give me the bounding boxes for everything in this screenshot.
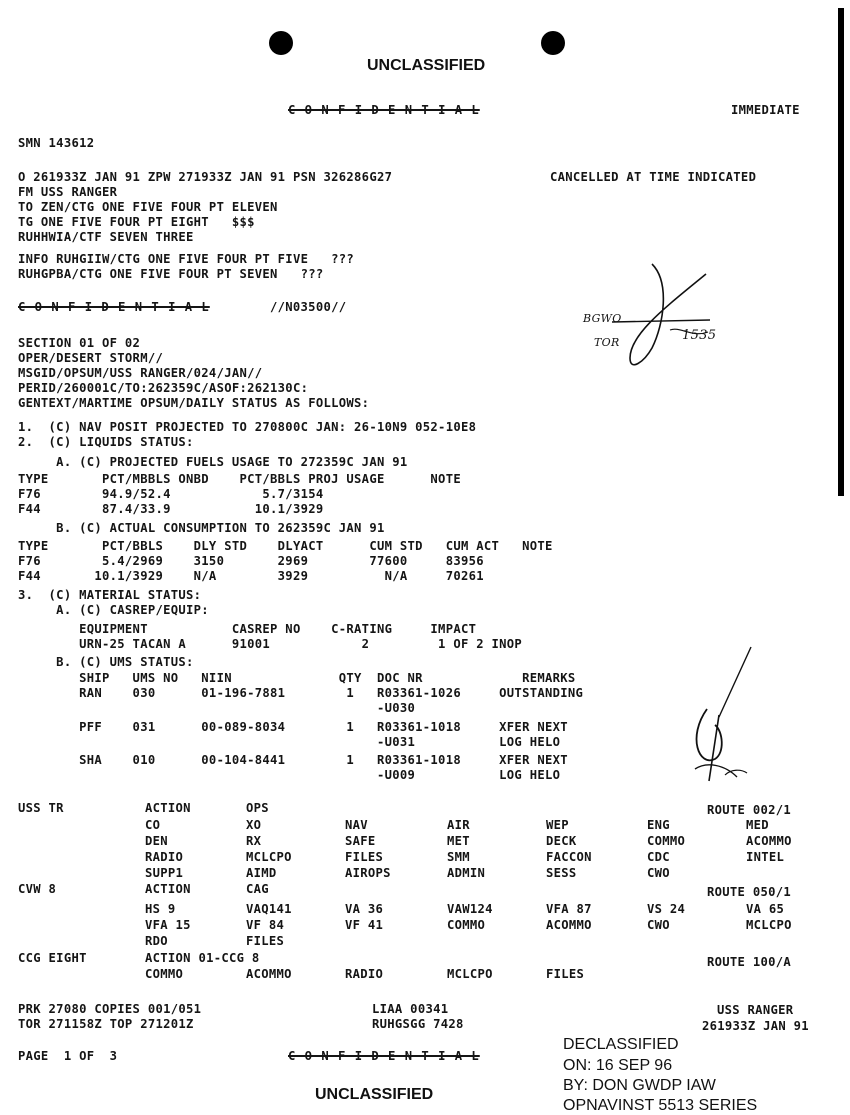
dist-cell: MCLCPO bbox=[746, 918, 792, 932]
dist-cell: DEN bbox=[145, 834, 168, 848]
body-line-10: F44 87.4/33.9 10.1/3929 bbox=[18, 502, 324, 516]
dist-cell: AIMD bbox=[246, 866, 277, 880]
footer-tor: TOR 271158Z TOP 271201Z bbox=[18, 1017, 194, 1031]
dist-cell: RADIO bbox=[145, 850, 184, 864]
body-line-11: B. (C) ACTUAL CONSUMPTION TO 262359C JAN 91 bbox=[18, 521, 385, 535]
body-line-12: TYPE PCT/BBLS DLY STD DLYACT CUM STD CUM ACT NOTE bbox=[18, 539, 553, 553]
dist-cell: DECK bbox=[546, 834, 577, 848]
body-line-18: URN-25 TACAN A 91001 2 1 OF 2 INOP bbox=[18, 637, 523, 651]
dist-cell: FILES bbox=[246, 934, 285, 948]
dist-cell: SUPP1 bbox=[145, 866, 184, 880]
dist-cell: ACTION bbox=[145, 801, 191, 815]
routing-line-7: RUHGPBA/CTG ONE FIVE FOUR PT SEVEN ??? bbox=[18, 267, 324, 281]
dist-cell: VF 41 bbox=[345, 918, 384, 932]
body-line-13: F76 5.4/2969 3150 2969 77600 83956 bbox=[18, 554, 484, 568]
handwritten-initials: BGWO bbox=[583, 312, 622, 325]
dist-cell: ACOMMO bbox=[546, 918, 592, 932]
dist-cell: COMMO bbox=[647, 834, 686, 848]
body-line-14: F44 10.1/3929 N/A 3929 N/A 70261 bbox=[18, 569, 484, 583]
dist-cell: AIR bbox=[447, 818, 470, 832]
body-line-9: F76 94.9/52.4 5.7/3154 bbox=[18, 487, 324, 501]
classification-top: UNCLASSIFIED bbox=[367, 57, 486, 74]
dist-cell: VS 24 bbox=[647, 902, 686, 916]
body-line-5: 1. (C) NAV POSIT PROJECTED TO 270800C JAN: 26-10N9 052-10E8 bbox=[18, 420, 477, 434]
body-line-21: RAN 030 01-196-7881 1 R03361-1026 OUTSTANDING bbox=[18, 686, 584, 700]
dist-route-ccg-eight: ROUTE 100/A bbox=[707, 955, 792, 969]
body-line-25: SHA 010 00-104-8441 1 R03361-1018 XFER NEXT bbox=[18, 753, 568, 767]
dist-cell: CDC bbox=[647, 850, 670, 864]
dist-route-uss-tr: ROUTE 002/1 bbox=[707, 803, 792, 817]
body-line-16: A. (C) CASREP/EQUIP: bbox=[18, 603, 209, 617]
dist-cell: ENG bbox=[647, 818, 670, 832]
confidential-stamp-top: C O N F I D E N T I A L bbox=[288, 103, 480, 117]
dist-cell: MCLCPO bbox=[447, 967, 493, 981]
dist-cell: HS 9 bbox=[145, 902, 176, 916]
precedence: IMMEDIATE bbox=[731, 103, 800, 117]
dist-cell: AIROPS bbox=[345, 866, 391, 880]
cancelled-note: CANCELLED AT TIME INDICATED bbox=[550, 170, 757, 184]
routing-line-3: TO ZEN/CTG ONE FIVE FOUR PT ELEVEN bbox=[18, 200, 278, 214]
declass-line-3: OPNAVINST 5513 SERIES bbox=[563, 1097, 758, 1114]
dist-cell: INTEL bbox=[746, 850, 785, 864]
dist-unit-uss-tr: USS TR bbox=[18, 801, 64, 815]
footer-prk: PRK 27080 COPIES 001/051 bbox=[18, 1002, 202, 1016]
handwritten-signature-right bbox=[685, 645, 775, 795]
dist-cell: VAW124 bbox=[447, 902, 493, 916]
body-line-26: -U009 LOG HELO bbox=[18, 768, 561, 782]
dist-cell: RADIO bbox=[345, 967, 384, 981]
dist-cell: FILES bbox=[345, 850, 384, 864]
body-line-0: SECTION 01 OF 02 bbox=[18, 336, 141, 350]
dist-cell: FILES bbox=[546, 967, 585, 981]
body-line-7: A. (C) PROJECTED FUELS USAGE TO 272359C JAN 91 bbox=[18, 455, 408, 469]
dist-cell: ACTION bbox=[145, 882, 191, 896]
dist-cell: XO bbox=[246, 818, 262, 832]
message-ref: //N03500// bbox=[270, 300, 347, 314]
dist-unit-ccg-eight: CCG EIGHT bbox=[18, 951, 87, 965]
classification-bottom: UNCLASSIFIED bbox=[315, 1086, 434, 1103]
dist-cell: CO bbox=[145, 818, 161, 832]
dist-cell: COMMO bbox=[145, 967, 184, 981]
body-line-6: 2. (C) LIQUIDS STATUS: bbox=[18, 435, 194, 449]
dist-cell: SAFE bbox=[345, 834, 376, 848]
dist-cell: FACCON bbox=[546, 850, 592, 864]
dist-cell: SESS bbox=[546, 866, 577, 880]
body-line-24: -U031 LOG HELO bbox=[18, 735, 561, 749]
handwritten-tor-label: TOR bbox=[594, 336, 620, 349]
dist-cell: COMMO bbox=[447, 918, 486, 932]
dist-cell: NAV bbox=[345, 818, 368, 832]
page-number: PAGE 1 OF 3 bbox=[18, 1049, 118, 1063]
declass-line-1: ON: 16 SEP 96 bbox=[563, 1057, 673, 1074]
handwritten-signature-top bbox=[612, 262, 732, 382]
dist-cell: VA 65 bbox=[746, 902, 785, 916]
handwritten-tor-time: 1535 bbox=[682, 328, 717, 343]
dist-cell: ADMIN bbox=[447, 866, 486, 880]
routing-line-5: RUHHWIA/CTF SEVEN THREE bbox=[18, 230, 194, 244]
dist-unit-cvw-8: CVW 8 bbox=[18, 882, 57, 896]
dist-cell: CWO bbox=[647, 918, 670, 932]
declass-line-0: DECLASSIFIED bbox=[563, 1036, 679, 1053]
body-line-2: MSGID/OPSUM/USS RANGER/024/JAN// bbox=[18, 366, 263, 380]
body-line-4: GENTEXT/MARTIME OPSUM/DAILY STATUS AS FOLLOWS: bbox=[18, 396, 370, 410]
footer-ruhg: RUHGSGG 7428 bbox=[372, 1017, 464, 1031]
dist-cell: VA 36 bbox=[345, 902, 384, 916]
dist-cell: VFA 87 bbox=[546, 902, 592, 916]
dist-cell: RDO bbox=[145, 934, 168, 948]
routing-line-0: SMN 143612 bbox=[18, 136, 95, 150]
dist-cell: ACOMMO bbox=[246, 967, 292, 981]
punch-hole-right bbox=[541, 31, 565, 55]
confidential-stamp-mid: C O N F I D E N T I A L bbox=[18, 300, 210, 314]
dist-cell: ACTION 01-CCG 8 bbox=[145, 951, 260, 965]
dist-cell: MED bbox=[746, 818, 769, 832]
dist-route-cvw-8: ROUTE 050/1 bbox=[707, 885, 792, 899]
body-line-17: EQUIPMENT CASREP NO C-RATING IMPACT bbox=[18, 622, 477, 636]
body-line-8: TYPE PCT/MBBLS ONBD PCT/BBLS PROJ USAGE NOTE bbox=[18, 472, 461, 486]
routing-line-1: O 261933Z JAN 91 ZPW 271933Z JAN 91 PSN 326286G27 bbox=[18, 170, 393, 184]
routing-line-6: INFO RUHGIIW/CTG ONE FIVE FOUR PT FIVE ??? bbox=[18, 252, 355, 266]
footer-dtg: 261933Z JAN 91 bbox=[702, 1019, 809, 1033]
dist-cell: ACOMMO bbox=[746, 834, 792, 848]
body-line-23: PFF 031 00-089-8034 1 R03361-1018 XFER NEXT bbox=[18, 720, 568, 734]
body-line-20: SHIP UMS NO NIIN QTY DOC NR REMARKS bbox=[18, 671, 576, 685]
footer-liaa: LIAA 00341 bbox=[372, 1002, 449, 1016]
margin-bar bbox=[838, 8, 844, 496]
dist-cell: CWO bbox=[647, 866, 670, 880]
routing-line-4: TG ONE FIVE FOUR PT EIGHT $$$ bbox=[18, 215, 255, 229]
dist-cell: WEP bbox=[546, 818, 569, 832]
body-line-22: -U030 bbox=[18, 701, 416, 715]
body-line-19: B. (C) UMS STATUS: bbox=[18, 655, 194, 669]
routing-line-2: FM USS RANGER bbox=[18, 185, 118, 199]
dist-cell: MET bbox=[447, 834, 470, 848]
dist-cell: SMM bbox=[447, 850, 470, 864]
punch-hole-left bbox=[269, 31, 293, 55]
body-line-1: OPER/DESERT STORM// bbox=[18, 351, 164, 365]
declass-line-2: BY: DON GWDP IAW bbox=[563, 1077, 716, 1094]
body-line-15: 3. (C) MATERIAL STATUS: bbox=[18, 588, 202, 602]
body-line-3: PERID/260001C/TO:262359C/ASOF:262130C: bbox=[18, 381, 309, 395]
dist-cell: MCLCPO bbox=[246, 850, 292, 864]
dist-cell: VF 84 bbox=[246, 918, 285, 932]
footer-origin: USS RANGER bbox=[717, 1003, 794, 1017]
dist-cell: OPS bbox=[246, 801, 269, 815]
dist-cell: VAQ141 bbox=[246, 902, 292, 916]
dist-cell: CAG bbox=[246, 882, 269, 896]
confidential-stamp-bottom: C O N F I D E N T I A L bbox=[288, 1049, 480, 1063]
dist-cell: VFA 15 bbox=[145, 918, 191, 932]
dist-cell: RX bbox=[246, 834, 262, 848]
